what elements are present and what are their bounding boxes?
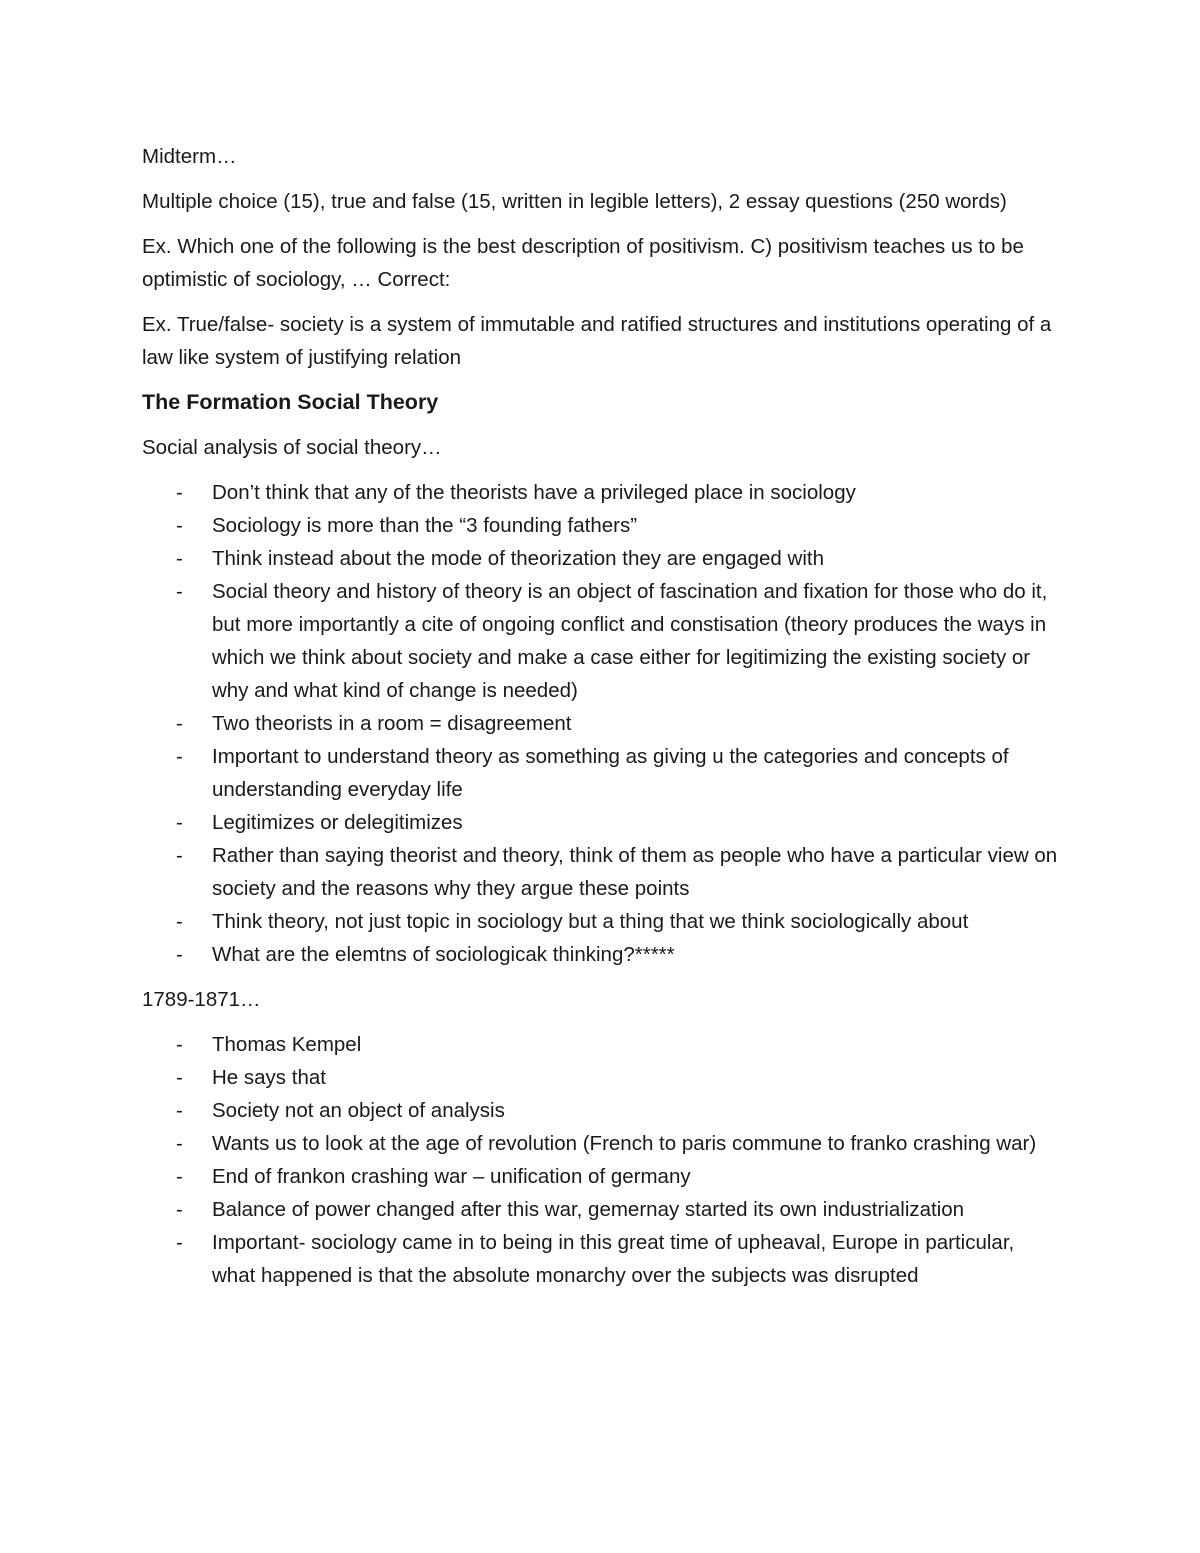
dash-bullet: - bbox=[176, 811, 183, 834]
dash-bullet: - bbox=[176, 943, 183, 966]
list-item: - Legitimizes or delegitimizes bbox=[142, 806, 1062, 839]
example-true-false: Ex. True/false- society is a system of immutable and ratified structures and institutions operating of a law like system of justifying relation bbox=[142, 313, 1052, 369]
list-item: - What are the elemtns of sociologicak thinking?***** bbox=[142, 938, 1062, 971]
dash-bullet: - bbox=[176, 1033, 183, 1056]
midterm-line: Midterm… bbox=[142, 145, 237, 168]
list-item: - Sociology is more than the “3 founding fathers” bbox=[142, 509, 1062, 542]
section1-intro: Social analysis of social theory… bbox=[142, 436, 442, 459]
list-item: - He says that bbox=[142, 1061, 1062, 1094]
section2-list bbox=[142, 1028, 1062, 1292]
section1-list bbox=[142, 476, 1062, 971]
list-item: - Two theorists in a room = disagreement bbox=[142, 707, 1062, 740]
list-item: - Balance of power changed after this war, gemernay started its own industrialization bbox=[142, 1193, 1062, 1226]
dash-bullet: - bbox=[176, 1066, 183, 1089]
example-multiple-choice: Ex. Which one of the following is the best description of positivism. C) positivism teaches us to be optimistic of sociology, … Correct: bbox=[142, 235, 1024, 291]
list-item: - Think instead about the mode of theorization they are engaged with bbox=[142, 542, 1062, 575]
dash-bullet: - bbox=[176, 481, 183, 504]
list-item: - End of frankon crashing war – unification of germany bbox=[142, 1160, 1062, 1193]
dash-bullet: - bbox=[176, 1231, 183, 1254]
dash-bullet: - bbox=[176, 580, 183, 603]
dash-bullet: - bbox=[176, 547, 183, 570]
exam-format-line: Multiple choice (15), true and false (15, written in legible letters), 2 essay questions (250 words) bbox=[142, 190, 1007, 213]
dash-bullet: - bbox=[176, 1132, 183, 1155]
dash-bullet: - bbox=[176, 910, 183, 933]
dash-bullet: - bbox=[176, 844, 183, 867]
list-item: - Rather than saying theorist and theory, think of them as people who have a particular view on society and the reasons why they argue these points bbox=[142, 839, 1062, 905]
dash-bullet: - bbox=[176, 712, 183, 735]
dash-bullet: - bbox=[176, 1165, 183, 1188]
list-item: - Social theory and history of theory is an object of fascination and fixation for those who do it, but more importantly a cite of ongoing conflict and constisation (theory produces the ways in which we think about society and make a case either for legitimizing the existing society or why and what kind of change is needed) bbox=[142, 575, 1062, 707]
list-item: - Thomas Kempel bbox=[142, 1028, 1062, 1061]
section2-intro: 1789-1871… bbox=[142, 988, 261, 1011]
list-item: - Don’t think that any of the theorists have a privileged place in sociology bbox=[142, 476, 1062, 509]
dash-bullet: - bbox=[176, 1198, 183, 1221]
document-page bbox=[142, 140, 1062, 1304]
list-item: - Important to understand theory as something as giving u the categories and concepts of understanding everyday life bbox=[142, 740, 1062, 806]
dash-bullet: - bbox=[176, 1099, 183, 1122]
list-item: - Important- sociology came in to being in this great time of upheaval, Europe in particular, what happened is that the absolute monarchy over the subjects was disrupted bbox=[142, 1226, 1062, 1292]
list-item: - Think theory, not just topic in sociology but a thing that we think sociologically about bbox=[142, 905, 1062, 938]
list-item: - Wants us to look at the age of revolution (French to paris commune to franko crashing war) bbox=[142, 1127, 1062, 1160]
section-heading: The Formation Social Theory bbox=[142, 390, 439, 414]
list-item: - Society not an object of analysis bbox=[142, 1094, 1062, 1127]
dash-bullet: - bbox=[176, 745, 183, 768]
dash-bullet: - bbox=[176, 514, 183, 537]
